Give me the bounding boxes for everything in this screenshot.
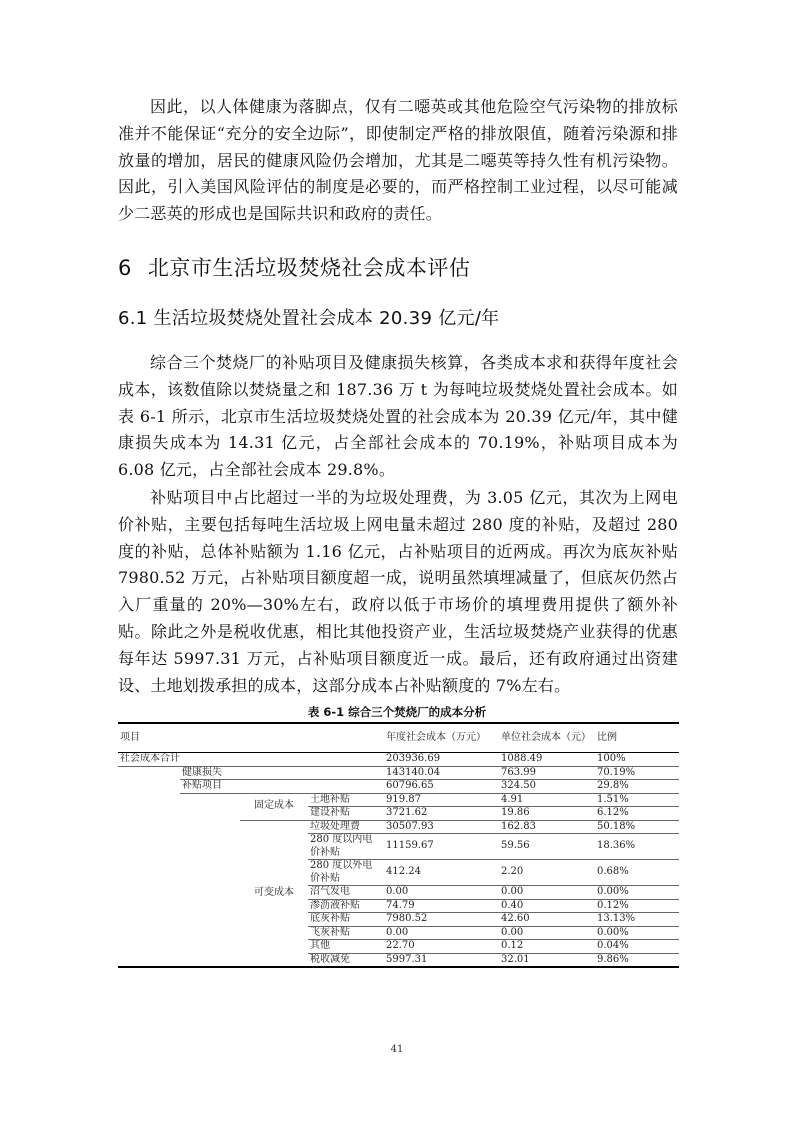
table-row bbox=[118, 860, 679, 886]
indent-cell bbox=[118, 807, 180, 821]
header-item: 项目 bbox=[118, 723, 384, 753]
cell-ratio: 0.68% bbox=[595, 860, 679, 886]
row-label: 健康损失 bbox=[180, 766, 384, 780]
cell-ratio: 13.13% bbox=[595, 913, 679, 927]
cost-analysis-table bbox=[118, 722, 679, 968]
row-label: 税收减免 bbox=[308, 953, 384, 967]
table-row bbox=[118, 940, 679, 954]
indent-cell bbox=[180, 807, 240, 821]
cell-ratio: 70.19% bbox=[595, 766, 679, 780]
indent-cell bbox=[180, 820, 240, 834]
indent-cell bbox=[180, 834, 240, 860]
indent-cell bbox=[180, 940, 240, 954]
cell-annual: 7980.52 bbox=[384, 913, 499, 927]
cell-ratio: 1.51% bbox=[595, 793, 679, 807]
cell-unit: 19.86 bbox=[499, 807, 595, 821]
table-row bbox=[118, 953, 679, 967]
cell-annual: 60796.65 bbox=[384, 780, 499, 794]
row-label: 280 度以内电价补贴 bbox=[308, 834, 384, 860]
cell-unit: 0.40 bbox=[499, 899, 595, 913]
row-label: 垃圾处理费 bbox=[308, 820, 384, 834]
section-title: 北京市生活垃圾焚烧社会成本评估 bbox=[147, 256, 471, 280]
table-row bbox=[118, 886, 679, 900]
cell-unit: 0.00 bbox=[499, 926, 595, 940]
cell-annual: 30507.93 bbox=[384, 820, 499, 834]
table-row bbox=[118, 780, 679, 794]
indent-cell bbox=[118, 860, 180, 886]
cell-unit: 59.56 bbox=[499, 834, 595, 860]
indent-cell bbox=[180, 899, 240, 913]
indent-cell bbox=[118, 793, 180, 807]
indent-cell bbox=[118, 940, 180, 954]
section-number: 6 bbox=[118, 256, 132, 280]
cell-annual: 143140.04 bbox=[384, 766, 499, 780]
cell-unit: 0.00 bbox=[499, 886, 595, 900]
cell-ratio: 6.12% bbox=[595, 807, 679, 821]
indent-cell bbox=[118, 886, 180, 900]
page-number: 41 bbox=[390, 1044, 404, 1055]
row-label: 沼气发电 bbox=[308, 886, 384, 900]
row-label: 建设补贴 bbox=[308, 807, 384, 821]
cell-ratio: 9.86% bbox=[595, 953, 679, 967]
paragraph-risk-assessment: 因此，以人体健康为落脚点，仅有二噁英或其他危险空气污染物的排放标准并不能保证“充分的安全边际”，即使制定严格的排放限值，随着污染源和排放量的增加，居民的健康风险仍会增加，尤其是二噁英等持久性有机污染物。因此，引入美国风险评估的制度是必要的，而严格控制工业过程，以尽可能减少二恶英的形成也是国际共识和政府的责任。 bbox=[118, 97, 678, 224]
cell-unit: 32.01 bbox=[499, 953, 595, 967]
cell-unit: 4.91 bbox=[499, 793, 595, 807]
indent-cell bbox=[118, 913, 180, 927]
row-label: 280 度以外电价补贴 bbox=[308, 860, 384, 886]
table-header-row bbox=[118, 723, 679, 753]
cell-annual: 0.00 bbox=[384, 886, 499, 900]
cell-annual: 5997.31 bbox=[384, 953, 499, 967]
cell-ratio: 29.8% bbox=[595, 780, 679, 794]
cell-annual: 74.79 bbox=[384, 899, 499, 913]
row-label: 飞灰补贴 bbox=[308, 926, 384, 940]
cell-ratio: 50.18% bbox=[595, 820, 679, 834]
table-row bbox=[118, 899, 679, 913]
row-label: 土地补贴 bbox=[308, 793, 384, 807]
row-label: 社会成本合计 bbox=[118, 753, 384, 767]
cell-annual: 0.00 bbox=[384, 926, 499, 940]
row-label: 渗沥液补贴 bbox=[308, 899, 384, 913]
cell-unit: 0.12 bbox=[499, 940, 595, 954]
cell-ratio: 0.00% bbox=[595, 926, 679, 940]
indent-cell bbox=[180, 886, 240, 900]
cell-unit: 162.83 bbox=[499, 820, 595, 834]
table-row bbox=[118, 926, 679, 940]
indent-cell bbox=[118, 780, 180, 794]
indent-cell bbox=[180, 913, 240, 927]
cell-ratio: 100% bbox=[595, 753, 679, 767]
table-row bbox=[118, 807, 679, 821]
cell-unit: 1088.49 bbox=[499, 753, 595, 767]
indent-cell bbox=[180, 953, 240, 967]
table-row bbox=[118, 913, 679, 927]
paragraph-subsidy-breakdown: 补贴项目中占比超过一半的为垃圾处理费，为 3.05 亿元，其次为上网电价补贴，主要包括每吨生活垃圾上网电量未超过 280 度的补贴，及超过 280 度的补贴，总体补贴额为 1.16 亿元，占补贴项目的近两成。再次为底灰补贴 7980.52 万元，占补贴项目额度超一成，说明虽然填埋减量了，但底灰仍然占入厂重量的 20%—30%左右，政府以低于市场价的填埋费用提供了额外补贴。除此之外是税收优惠，相比其他投资产业，生活垃圾焚烧产业获得的优惠每年达 5997.31 万元，占补贴项目额度近一成。最后，还有政府通过出资建设、土地划拨承担的成本，这部分成本占补贴额度的 7%左右。 bbox=[118, 488, 678, 695]
paragraph-social-cost-summary: 综合三个焚烧厂的补贴项目及健康损失核算，各类成本求和获得年度社会成本，该数值除以焚烧量之和 187.36 万 t 为每吨垃圾焚烧处置社会成本。如表 6-1 所示，北京市生活垃圾焚烧处置的社会成本为 20.39 亿元/年，其中健康损失成本为 14.31 亿元，占全部社会成本的 70.19%，补贴项目成本为 6.08 亿元，占全部社会成本 29.8%。 bbox=[118, 353, 678, 480]
indent-cell bbox=[118, 926, 180, 940]
table-caption: 表 6-1 综合三个焚烧厂的成本分析 bbox=[307, 705, 487, 719]
indent-cell bbox=[180, 793, 240, 807]
indent-cell bbox=[118, 834, 180, 860]
row-label: 其他 bbox=[308, 940, 384, 954]
cell-unit: 324.50 bbox=[499, 780, 595, 794]
table-row bbox=[118, 753, 679, 767]
indent-cell bbox=[118, 953, 180, 967]
cell-annual: 919.87 bbox=[384, 793, 499, 807]
indent-cell bbox=[118, 820, 180, 834]
group-label-fixed: 固定成本 bbox=[240, 793, 308, 820]
table-row bbox=[118, 793, 679, 807]
header-unit-cost: 单位社会成本（元） bbox=[499, 723, 595, 753]
header-annual-cost: 年度社会成本（万元） bbox=[384, 723, 499, 753]
cell-annual: 3721.62 bbox=[384, 807, 499, 821]
group-label-variable: 可变成本 bbox=[240, 820, 308, 967]
row-label: 补贴项目 bbox=[180, 780, 384, 794]
cell-annual: 203936.69 bbox=[384, 753, 499, 767]
cell-ratio: 0.04% bbox=[595, 940, 679, 954]
cell-ratio: 0.00% bbox=[595, 886, 679, 900]
cell-ratio: 0.12% bbox=[595, 899, 679, 913]
cell-annual: 22.70 bbox=[384, 940, 499, 954]
cell-unit: 2.20 bbox=[499, 860, 595, 886]
table-row bbox=[118, 766, 679, 780]
indent-cell bbox=[118, 899, 180, 913]
cell-annual: 11159.67 bbox=[384, 834, 499, 860]
table-row bbox=[118, 820, 679, 834]
row-label: 底灰补贴 bbox=[308, 913, 384, 927]
section-heading bbox=[118, 252, 470, 282]
cell-annual: 412.24 bbox=[384, 860, 499, 886]
cell-ratio: 18.36% bbox=[595, 834, 679, 860]
header-ratio: 比例 bbox=[595, 723, 679, 753]
cell-unit: 763.99 bbox=[499, 766, 595, 780]
indent-cell bbox=[180, 860, 240, 886]
cell-unit: 42.60 bbox=[499, 913, 595, 927]
indent-cell bbox=[118, 766, 180, 780]
indent-cell bbox=[180, 926, 240, 940]
table-row bbox=[118, 834, 679, 860]
subsection-heading: 6.1 生活垃圾焚烧处置社会成本 20.39 亿元/年 bbox=[118, 308, 500, 329]
